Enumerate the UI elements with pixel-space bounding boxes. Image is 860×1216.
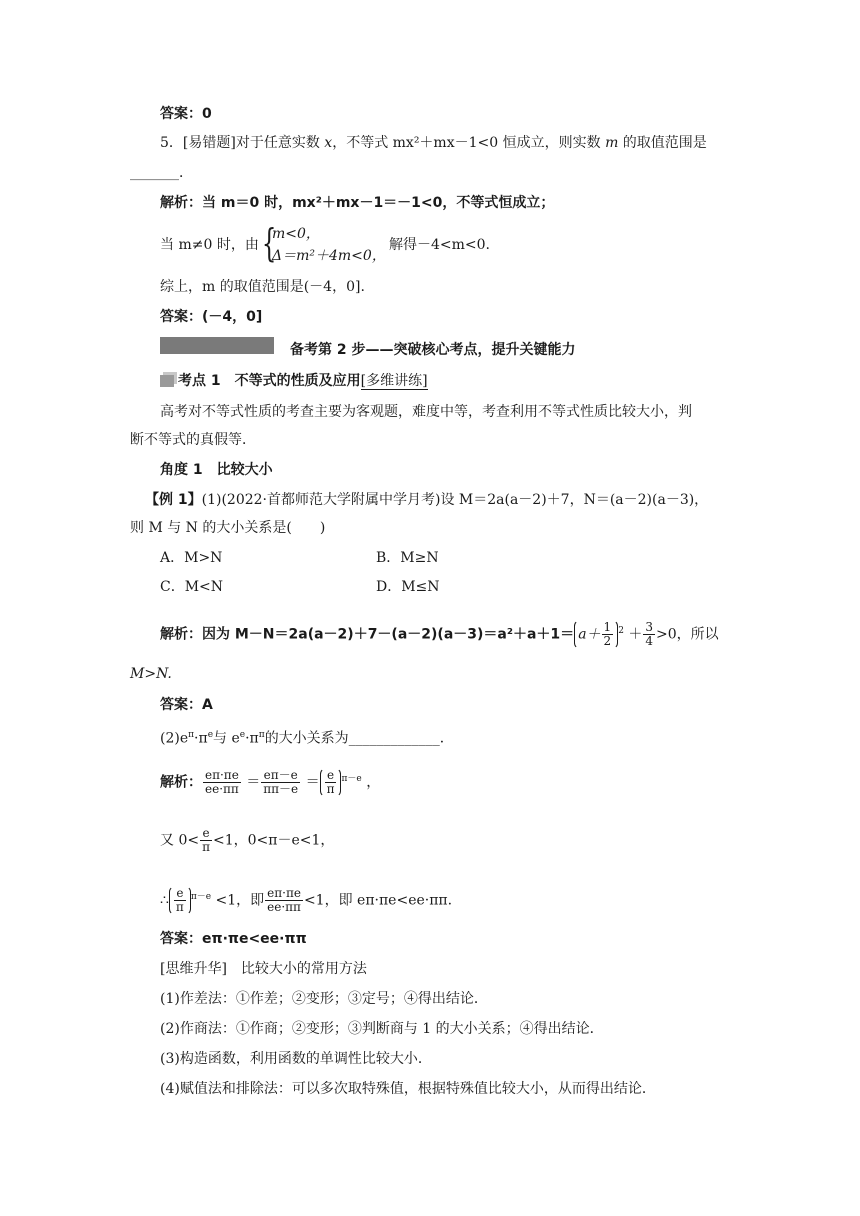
example-tag: 【例 1】 — [145, 492, 202, 508]
q5-x: x — [319, 135, 333, 151]
thinking-title: [思维升华] 比较大小的常用方法 — [160, 961, 367, 977]
section-title: 备考第 2 步——突破核心考点，提升关键能力 — [290, 342, 576, 358]
solution-line-1 — [160, 193, 554, 213]
frac-den: ee·ππ — [205, 782, 239, 796]
fraction-e-pi-3 — [174, 887, 186, 914]
topic-link[interactable]: [多维讲练] — [360, 373, 428, 389]
example-1-text: (1)(2022·首都师范大学附属中学月考)设 M＝2a(a－2)＋7，N＝(a－2)(a－3)， — [201, 492, 709, 508]
option-a: A．M>N — [160, 550, 223, 566]
paren-e-pi-2 — [169, 886, 191, 915]
option-d: D．M≤N — [376, 579, 440, 595]
section-bar — [160, 337, 274, 354]
q2-blank: _____________． — [348, 730, 454, 747]
you-b: <1，0<π－e<1， — [212, 832, 335, 849]
intro-line-1: 高考对不等式性质的考查主要为客观题，难度中等，考查利用不等式性质比较大小，判 — [160, 404, 692, 420]
comma: ， — [366, 774, 381, 791]
q2-a: (2)e — [160, 730, 189, 747]
frac-num: e — [325, 769, 337, 783]
answer-line: 答案：0 — [160, 106, 212, 122]
topic-heading — [160, 371, 428, 391]
q5-head: 5．[易错题]对于任意实数 — [160, 135, 320, 151]
so-b: <1，即 — [215, 892, 265, 909]
equals: ＝ — [246, 774, 261, 791]
answer-a: 答案：A — [160, 697, 213, 713]
fraction-e-pi-2 — [200, 827, 212, 854]
question-2 — [160, 725, 454, 749]
q2-c: 与 e — [213, 730, 240, 747]
method-1: (1)作差法：①作差；②变形；③定号；④得出结论． — [160, 991, 488, 1007]
q2-e-exp: e — [207, 730, 214, 740]
answer-2: 答案：eπ·πe<ee·ππ — [160, 931, 307, 947]
fraction-ratio — [203, 769, 241, 796]
frac-den: ππ－e — [263, 782, 299, 796]
intro-line-2: 断不等式的真假等． — [130, 432, 256, 448]
solution-3 — [160, 620, 719, 649]
square-exp: 2 — [618, 625, 624, 636]
exp-pi-e: π－e — [341, 773, 362, 784]
frac-den: π — [175, 900, 184, 914]
you-a: 又 0< — [160, 832, 200, 849]
solution-3-conclusion: M>N. — [130, 666, 172, 682]
solution-4-label: 解析： — [160, 774, 202, 791]
example-1-line-1 — [145, 490, 708, 510]
q5-tail: 的取值范围是 — [618, 135, 707, 151]
method-4: (4)赋值法和排除法：可以多次取特殊值，根据特殊值比较大小，从而得出结论． — [160, 1081, 656, 1097]
q2-pi-exp: π — [188, 730, 195, 740]
q2-d: ·π — [245, 730, 259, 747]
exp-pi-e-2: π－e — [190, 891, 212, 902]
paren-e-pi — [320, 768, 342, 797]
q2-b: ·π — [194, 730, 208, 747]
solution-4 — [160, 768, 380, 797]
solution-line-2: 当 m≠0 时，由 — [160, 237, 259, 253]
option-b: B．M≥N — [376, 550, 439, 566]
q5-blank: _______． — [130, 165, 193, 181]
frac-num: eπ·πe — [267, 886, 301, 900]
frac-num: 3 — [645, 620, 654, 634]
solution-4-line-2 — [160, 827, 334, 854]
frac-num: e — [174, 887, 186, 901]
answer-5: 答案：(－4，0] — [160, 309, 263, 325]
summary-line: 综上，m 的取值范围是(－4，0]. — [160, 279, 365, 295]
method-3: (3)构造函数，利用函数的单调性比较大小． — [160, 1051, 432, 1067]
frac-den: ee·ππ — [267, 900, 301, 914]
q2-pi-exp-2: π — [258, 730, 265, 740]
solution-3-text: 解析：因为 M－N＝2a(a－2)＋7－(a－2)(a－3)＝a²＋a＋1＝ — [160, 626, 575, 643]
solution-3-tail: >0，所以 — [656, 626, 719, 643]
so-c: <1，即 eπ·πe<ee·ππ. — [303, 892, 453, 909]
q2-e: 的大小关系为 — [264, 730, 349, 747]
example-1-line-2: 则 M 与 N 的大小关系是( ) — [130, 520, 326, 536]
fraction-ratio-2 — [265, 887, 303, 914]
fraction-e-pi — [325, 769, 337, 796]
fraction-three-quarters — [643, 621, 655, 648]
method-2: (2)作商法：①作商；②变形；③判断商与 1 的大小关系；④得出结论． — [160, 1021, 604, 1037]
plus: ＋ — [628, 626, 643, 643]
frac-num: eπ·πe — [205, 768, 239, 782]
angle-heading: 角度 1 比较大小 — [160, 462, 273, 478]
system-eq-1: m<0， — [272, 226, 320, 242]
frac-den: π — [202, 840, 210, 854]
frac-num: e — [200, 827, 212, 841]
system-eq-2: Δ＝m²＋4m<0， — [272, 248, 386, 264]
topic-title: 考点 1 不等式的性质及应用 — [178, 373, 361, 389]
frac-den: 2 — [603, 634, 612, 648]
solution-4-line-3 — [160, 886, 452, 915]
topic-square-icon — [160, 375, 174, 387]
frac-den: π — [326, 782, 335, 796]
frac-num: eπ－e — [261, 769, 300, 783]
q5-m: m — [605, 135, 619, 151]
paren-group — [574, 620, 618, 649]
paren-expr: a＋ — [578, 626, 601, 643]
solution-result: 解得－4<m<0. — [389, 237, 491, 253]
q5-mid: ，不等式 mx²＋mx－1<0 恒成立，则实数 — [332, 135, 606, 151]
frac-den: 4 — [645, 634, 654, 648]
fraction-half — [602, 621, 614, 648]
option-c: C．M<N — [160, 579, 224, 595]
question-5 — [160, 133, 707, 153]
fraction-power — [261, 769, 300, 796]
therefore: ∴ — [160, 892, 169, 909]
solution-label: 解析：当 m＝0 时，mx²＋mx－1＝－1<0，不等式恒成立； — [160, 195, 555, 211]
frac-num: 1 — [603, 620, 612, 634]
q2-e-exp-2: e — [239, 730, 246, 740]
system-brace-icon: { — [261, 221, 277, 265]
equals-2: ＝ — [305, 774, 320, 791]
